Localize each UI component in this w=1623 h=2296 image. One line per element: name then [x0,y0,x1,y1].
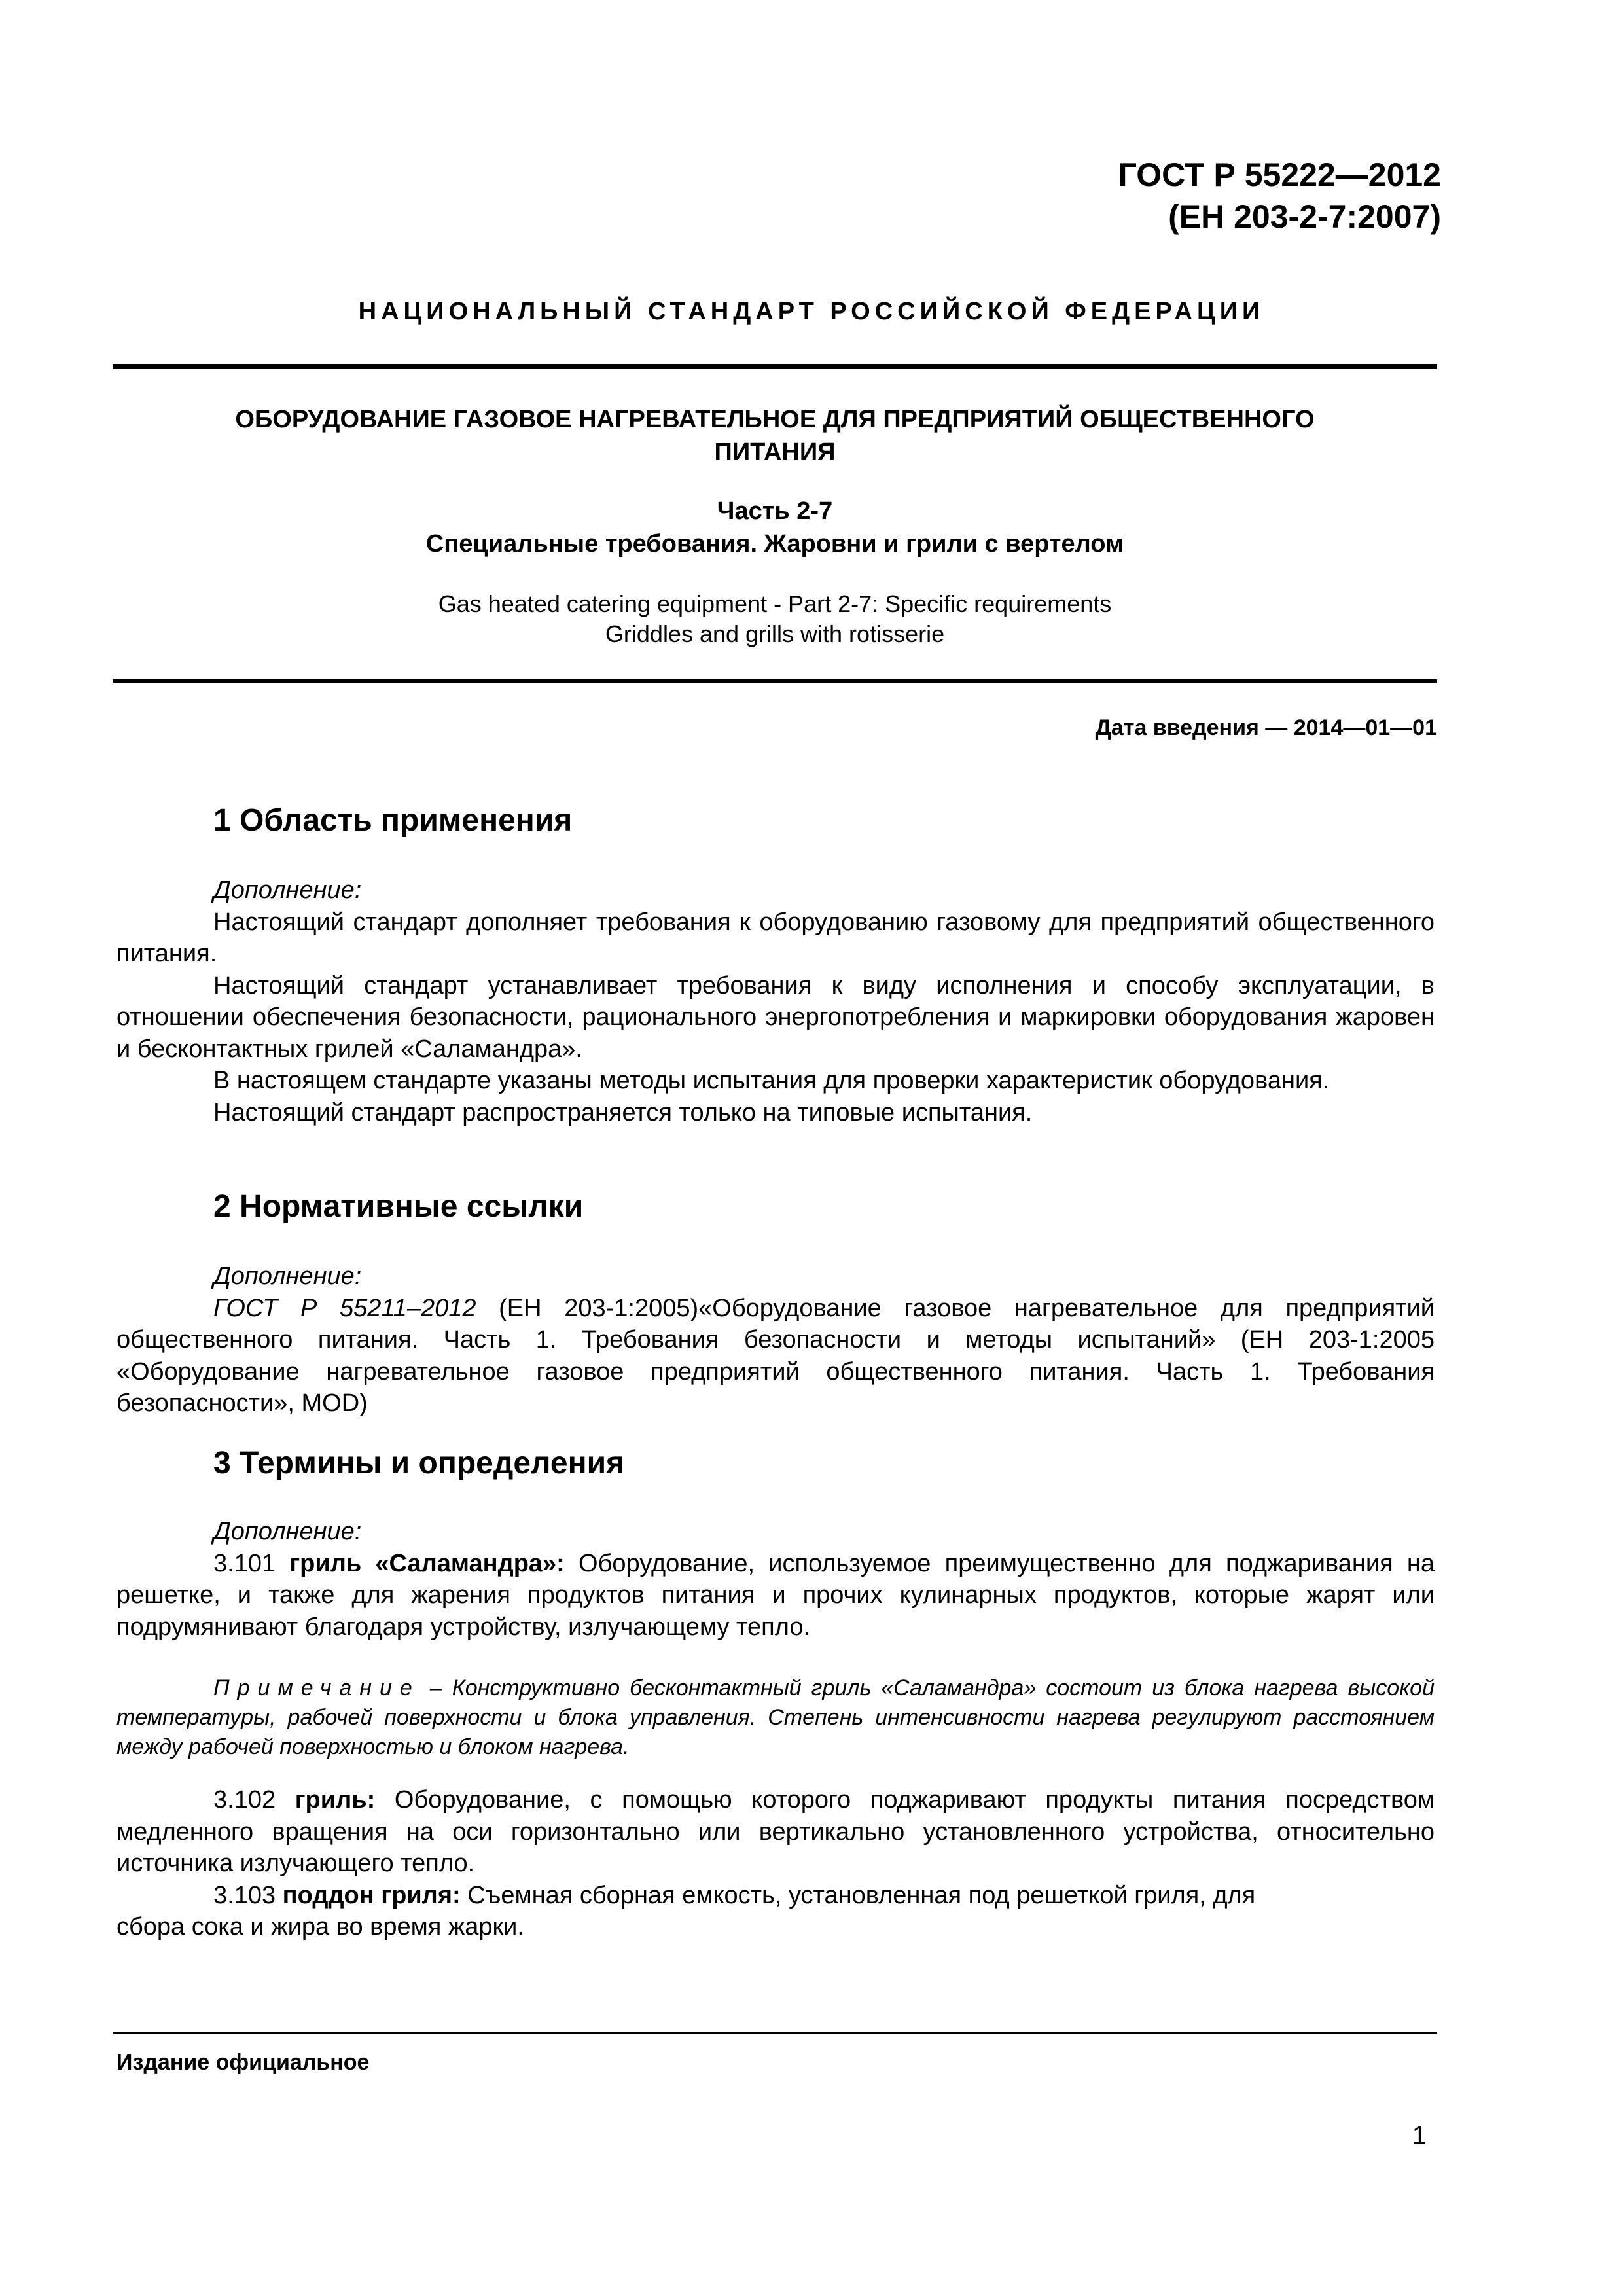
english-title-line: Gas heated catering equipment - Part 2-7: Specific requirements [438,590,1112,617]
english-title [113,589,1437,649]
section-body [116,1516,1435,1643]
term-name: гриль: [294,1786,376,1814]
term-definition [116,1880,1435,1912]
section-heading: 1 Область применения [213,803,573,838]
term-definition-continued: сбора сока и жира во время жарки. [116,1913,524,1941]
normative-reference [116,1293,1435,1420]
term-name: поддон гриля: [282,1881,461,1909]
official-edition-label: Издание официальное [116,2050,370,2075]
reference-text: (ЕН 203-1:2005)«Оборудование газовое нагревательное для предприятий общественного питания. Часть 1. Требования безопасности и методы испытаний» (ЕН 203-1:2005 «Оборудование нагревательное газовое предприятий общественного питания. Часть 1. Требования безопасности», MOD) [116,1294,1435,1417]
note [116,1674,1435,1762]
section-body [116,1784,1435,1943]
paragraph: Настоящий стандарт распространяется только на типовые испытания. [213,1098,1033,1126]
addendum-label: Дополнение: [213,1518,362,1545]
page-number: 1 [1412,2121,1427,2150]
addendum-label: Дополнение: [213,1263,362,1290]
paragraph: В настоящем стандарте указаны методы испытания для проверки характеристик оборудования. [213,1067,1330,1094]
section-body [116,874,1435,1128]
term-text: Оборудование, с помощью которого поджаривают продукты питания посредством медленного вращения на оси горизонтально или вертикально установленного устройства, относительно источника излучающего тепло. [116,1786,1435,1877]
part-number: Часть 2-7 [717,497,833,525]
term-text: Оборудование, используемое преимущественно для поджаривания на решетке, и также для жарения продуктов питания и прочих кулинарных продуктов, которые жарят или подрумянивают благодаря устройству, излучающему тепло. [116,1549,1435,1641]
part-subtitle: Специальные требования. Жаровни и грили с вертелом [425,530,1124,558]
standard-code [1118,154,1441,238]
section-heading: 3 Термины и определения [213,1446,625,1480]
note-text: – Конструктивно бесконтактный гриль «Саламандра» состоит из блока нагрева высокой температуры, рабочей поверхности и блока управления. Степень интенсивности нагрева регулируют расстоянием между рабочей поверхностью и блоком нагрева. [116,1676,1435,1759]
addendum-label: Дополнение: [213,876,362,904]
term-number: 3.101 [213,1549,290,1577]
term-name: гриль «Саламандра»: [289,1549,565,1577]
paragraph: Настоящий стандарт дополняет требования к оборудованию газовому для предприятий общественного питания. [116,908,1435,967]
reference-code: ГОСТ Р 55211–2012 [213,1294,476,1322]
term-definition [116,1784,1435,1880]
standard-en-equivalent: (ЕН 203-2-7:2007) [1168,198,1441,235]
title-divider [113,679,1437,683]
top-divider [113,364,1437,369]
section-heading: 2 Нормативные ссылки [213,1189,584,1224]
national-standard-title: НАЦИОНАЛЬНЫЙ СТАНДАРТ РОССИЙСКОЙ ФЕДЕРАЦИИ [358,298,1265,325]
introduction-date: Дата введения — 2014—01—01 [1095,715,1437,740]
english-title-line: Griddles and grills with rotisserie [605,620,945,647]
term-text: Съемная сборная емкость, установленная под решеткой гриля, для [460,1881,1256,1909]
section-body [116,1261,1435,1420]
term-definition [116,1548,1435,1643]
standard-number: ГОСТ Р 55222—2012 [1118,156,1441,193]
term-number: 3.102 [213,1786,295,1814]
document-title-line: ОБОРУДОВАНИЕ ГАЗОВОЕ НАГРЕВАТЕЛЬНОЕ ДЛЯ ПРЕДПРИЯТИЙ ОБЩЕСТВЕННОГО [235,406,1315,433]
term-number: 3.103 [213,1881,283,1909]
footer-divider [113,2032,1437,2034]
part-block [113,495,1437,560]
document-title [113,403,1437,469]
document-title-line: ПИТАНИЯ [714,439,836,466]
paragraph: Настоящий стандарт устанавливает требования к виду исполнения и способу эксплуатации, в отношении обеспечения безопасности, рационального энергопотребления и маркировки оборудования жаровен и бесконтактных грилей «Саламандра». [116,971,1435,1063]
note-label: Примечание [213,1676,420,1700]
